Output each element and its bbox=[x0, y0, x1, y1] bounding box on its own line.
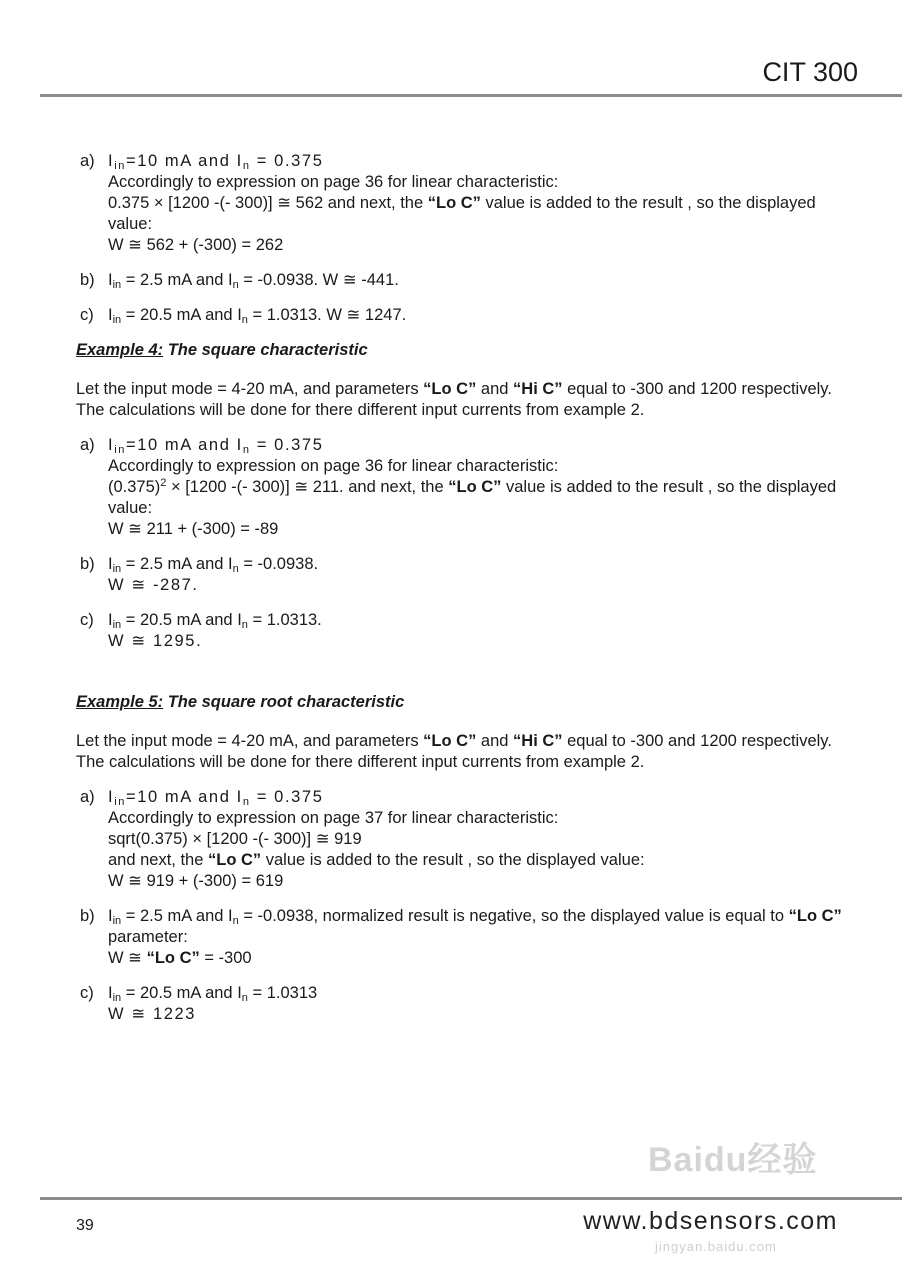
var-i: I bbox=[108, 152, 115, 170]
var-i: I bbox=[108, 306, 113, 324]
sub-in: in bbox=[112, 563, 122, 575]
heading-text: The square root characteristic bbox=[163, 693, 405, 711]
text: (0.375) bbox=[108, 478, 161, 496]
text: = 1.0313. bbox=[247, 611, 322, 629]
list-item bbox=[76, 787, 856, 892]
text: value is added to the result , so the displayed value: bbox=[108, 478, 837, 517]
var-i: I bbox=[108, 907, 113, 925]
item-label: a) bbox=[80, 152, 95, 170]
item-line bbox=[108, 435, 856, 456]
list-item bbox=[76, 983, 856, 1025]
var-i: I bbox=[108, 788, 115, 806]
lo-c-param: “Lo C” bbox=[423, 732, 477, 750]
lo-c-param: “Lo C” bbox=[146, 949, 200, 967]
item-line: W ≅ 211 + (-300) = -89 bbox=[108, 520, 279, 538]
text: equal to -300 and 1200 respectively. The calculations will be done for there different input currents from example 2. bbox=[76, 732, 832, 771]
item-label: c) bbox=[80, 306, 94, 324]
text: = 20.5 mA and I bbox=[121, 611, 242, 629]
sub-n: n bbox=[241, 992, 248, 1004]
sub-in: in bbox=[114, 444, 126, 456]
item-line bbox=[108, 906, 856, 948]
sub-n: n bbox=[232, 279, 239, 291]
text: and bbox=[476, 380, 514, 398]
item-line: W ≅ 562 + (-300) = 262 bbox=[108, 236, 284, 254]
text: × [1200 -(- 300)] ≅ 211. and next, the bbox=[166, 478, 449, 496]
footer-rule bbox=[40, 1197, 902, 1200]
item-line bbox=[108, 983, 856, 1004]
hi-c-param: “Hi C” bbox=[513, 380, 563, 398]
item-line bbox=[108, 151, 856, 172]
sub-in: in bbox=[114, 796, 126, 808]
list-item bbox=[76, 151, 856, 256]
superscript: 2 bbox=[160, 477, 167, 489]
text: 0.375 × [1200 -(- 300)] ≅ 562 and next, the bbox=[108, 194, 428, 212]
item-label: a) bbox=[80, 788, 95, 806]
text: Let the input mode = 4-20 mA, and parameters bbox=[76, 732, 424, 750]
lo-c-param: “Lo C” bbox=[423, 380, 477, 398]
sub-n: n bbox=[242, 796, 251, 808]
sub-in: in bbox=[112, 279, 122, 291]
heading-text: The square characteristic bbox=[163, 341, 368, 359]
item-label: b) bbox=[80, 907, 95, 925]
item-label: a) bbox=[80, 436, 95, 454]
text: = 0.375 bbox=[250, 152, 324, 170]
text: = -0.0938, normalized result is negative, so the displayed value is equal to bbox=[238, 907, 789, 925]
item-line bbox=[108, 787, 856, 808]
text: = 2.5 mA and I bbox=[121, 907, 233, 925]
item-line: W ≅ -287. bbox=[108, 576, 199, 594]
item-line bbox=[108, 193, 856, 235]
page-number: 39 bbox=[76, 1217, 94, 1234]
list-item bbox=[76, 305, 856, 326]
sub-in: in bbox=[112, 619, 122, 631]
var-i: I bbox=[108, 611, 113, 629]
item-line bbox=[108, 948, 856, 969]
page-content bbox=[76, 151, 856, 1039]
item-line bbox=[108, 305, 856, 326]
lo-c-param: “Lo C” bbox=[788, 907, 842, 925]
text: = 0.375 bbox=[250, 436, 324, 454]
item-label: b) bbox=[80, 555, 95, 573]
heading-label: Example 4: bbox=[76, 341, 164, 359]
item-label: b) bbox=[80, 271, 95, 289]
watermark: Baidu经验 bbox=[648, 1141, 818, 1179]
text: = 20.5 mA and I bbox=[121, 984, 242, 1002]
var-i: I bbox=[108, 984, 113, 1002]
var-i: I bbox=[108, 271, 113, 289]
text: =10 mA and I bbox=[125, 436, 243, 454]
item-line: W ≅ 919 + (-300) = 619 bbox=[108, 872, 284, 890]
item-line: Accordingly to expression on page 36 for linear characteristic: bbox=[108, 173, 559, 191]
sub-n: n bbox=[241, 619, 248, 631]
hi-c-param: “Hi C” bbox=[513, 732, 563, 750]
item-line bbox=[108, 477, 856, 519]
section-heading bbox=[76, 692, 856, 713]
item-line bbox=[108, 610, 856, 631]
text: = 20.5 mA and I bbox=[121, 306, 242, 324]
item-line: Accordingly to expression on page 37 for linear characteristic: bbox=[108, 809, 559, 827]
intro-paragraph bbox=[76, 731, 856, 773]
sub-in: in bbox=[112, 992, 122, 1004]
website-url[interactable]: www.bdsensors.com bbox=[583, 1207, 838, 1235]
text: W ≅ bbox=[108, 949, 147, 967]
text: = 0.375 bbox=[250, 788, 324, 806]
item-line: W ≅ 1295. bbox=[108, 632, 203, 650]
watermark-sub: jingyan.baidu.com bbox=[655, 1239, 777, 1254]
text: and next, the bbox=[108, 851, 208, 869]
list-item bbox=[76, 435, 856, 540]
intro-paragraph bbox=[76, 379, 856, 421]
text: Let the input mode = 4-20 mA, and parameters bbox=[76, 380, 424, 398]
heading-label: Example 5: bbox=[76, 693, 164, 711]
list-item bbox=[76, 554, 856, 596]
item-line bbox=[108, 850, 856, 871]
list-item bbox=[76, 270, 856, 291]
text: = -0.0938. bbox=[238, 555, 319, 573]
sub-n: n bbox=[242, 160, 251, 172]
sub-n: n bbox=[232, 563, 239, 575]
sub-n: n bbox=[242, 444, 251, 456]
text: = 2.5 mA and I bbox=[121, 271, 233, 289]
list-item bbox=[76, 906, 856, 969]
text: = -0.0938. W ≅ -441. bbox=[238, 271, 399, 289]
text: and bbox=[476, 732, 514, 750]
sub-n: n bbox=[232, 915, 239, 927]
sub-in: in bbox=[112, 314, 122, 326]
item-label: c) bbox=[80, 984, 94, 1002]
item-label: c) bbox=[80, 611, 94, 629]
lo-c-param: “Lo C” bbox=[427, 194, 481, 212]
lo-c-param: “Lo C” bbox=[448, 478, 502, 496]
item-line bbox=[108, 554, 856, 575]
item-line: Accordingly to expression on page 36 for linear characteristic: bbox=[108, 457, 559, 475]
var-i: I bbox=[108, 555, 113, 573]
text: = -300 bbox=[199, 949, 252, 967]
sub-in: in bbox=[112, 915, 122, 927]
section-heading bbox=[76, 340, 856, 361]
sub-in: in bbox=[114, 160, 126, 172]
text: =10 mA and I bbox=[125, 788, 243, 806]
item-line: sqrt(0.375) × [1200 -(- 300)] ≅ 919 bbox=[108, 830, 362, 848]
document-title: CIT 300 bbox=[762, 57, 858, 87]
lo-c-param: “Lo C” bbox=[208, 851, 262, 869]
header-rule bbox=[40, 94, 902, 97]
text: =10 mA and I bbox=[125, 152, 243, 170]
sub-n: n bbox=[241, 314, 248, 326]
text: value is added to the result , so the displayed value: bbox=[108, 194, 816, 233]
text: parameter: bbox=[108, 928, 188, 946]
item-line: W ≅ 1223 bbox=[108, 1005, 197, 1023]
text: = 1.0313. W ≅ 1247. bbox=[247, 306, 407, 324]
spacer bbox=[76, 666, 856, 684]
item-line bbox=[108, 270, 856, 291]
text: = 2.5 mA and I bbox=[121, 555, 233, 573]
text: = 1.0313 bbox=[247, 984, 318, 1002]
text: equal to -300 and 1200 respectively. The calculations will be done for there different input currents from example 2. bbox=[76, 380, 832, 419]
text: value is added to the result , so the displayed value: bbox=[261, 851, 645, 869]
var-i: I bbox=[108, 436, 115, 454]
list-item bbox=[76, 610, 856, 652]
